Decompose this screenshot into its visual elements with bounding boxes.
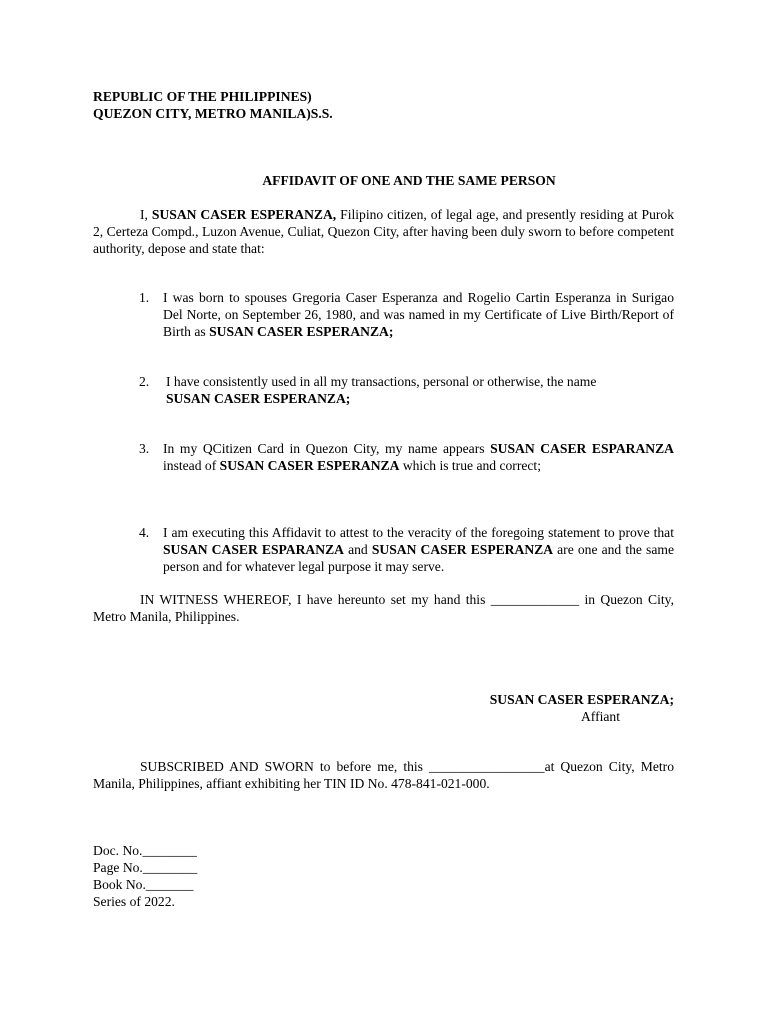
- document-title: AFFIDAVIT OF ONE AND THE SAME PERSON: [262, 173, 556, 188]
- item-text: [163, 440, 674, 474]
- witness-paragraph: IN WITNESS WHEREOF, I have hereunto set my hand this _____________ in Quezon City, Metro Manila, Philippines.: [93, 592, 674, 624]
- intro-lead: I,: [140, 207, 152, 222]
- signature-block: [93, 691, 674, 725]
- doc-number: Doc. No.________: [93, 843, 197, 858]
- item-number: 2.: [139, 374, 150, 389]
- item-text-bold: SUSAN CASER ESPARANZA: [490, 441, 674, 456]
- item-text-plain: I am executing this Affidavit to attest to the veracity of the foregoing statement to prove that: [163, 525, 674, 540]
- intro-rest: Filipino citizen, of legal age, and presently residing at Purok 2, Certeza Compd., Luzon Avenue, Culiat, Quezon City, after having been duly sworn to before competent authority, depose and state that:: [93, 207, 674, 256]
- item-text-plain: and: [343, 542, 372, 557]
- series-year: Series of 2022.: [93, 894, 175, 909]
- item-text: [163, 524, 674, 575]
- venue-header: [93, 88, 674, 122]
- item-text-bold: SUSAN CASER ESPERANZA: [219, 458, 400, 473]
- item-text-bold: SUSAN CASER ESPARANZA: [163, 542, 344, 557]
- item-text-plain: I was born to spouses Gregoria Caser Esperanza and Rogelio Cartin Esperanza in Surigao Del Norte, on September 26, 1980, and was named in my Certificate of Live Birth/Report of Birth as: [163, 290, 674, 339]
- book-number: Book No._______: [93, 877, 194, 892]
- venue-line-city: QUEZON CITY, METRO MANILA)S.S.: [93, 106, 333, 121]
- intro-paragraph: [93, 206, 674, 257]
- item-text-plain: which is true and correct;: [399, 458, 541, 473]
- item-text-bold: SUSAN CASER ESPERANZA;: [209, 324, 394, 339]
- item-number: 1.: [139, 290, 150, 305]
- affiant-name: SUSAN CASER ESPERANZA,: [151, 207, 337, 222]
- item-text-plain: In my QCitizen Card in Quezon City, my name appears: [163, 441, 491, 456]
- item-text-bold: SUSAN CASER ESPERANZA: [371, 542, 554, 557]
- item-text: [163, 289, 674, 340]
- page-number: Page No.________: [93, 860, 198, 875]
- item-number: 3.: [139, 441, 150, 456]
- item-text-bold: SUSAN CASER ESPERANZA;: [166, 391, 351, 406]
- item-text-plain: are one and the same person and for whatever legal purpose it may serve.: [163, 542, 674, 574]
- signature-name: SUSAN CASER ESPERANZA;: [489, 692, 674, 707]
- item-text-plain: I have consistently used in all my transactions, personal or otherwise, the name: [166, 374, 597, 389]
- item-number: 4.: [139, 525, 150, 540]
- signature-role: Affiant: [580, 709, 620, 724]
- item-text: [166, 373, 677, 407]
- venue-line-republic: REPUBLIC OF THE PHILIPPINES): [93, 89, 312, 104]
- subscribed-paragraph: SUBSCRIBED AND SWORN to before me, this _________________at Quezon City, Metro Manila, Philippines, affiant exhibiting her TIN ID No. 478-841-021-000.: [93, 759, 674, 791]
- item-text-plain: instead of: [163, 458, 220, 473]
- notary-block: [93, 842, 674, 910]
